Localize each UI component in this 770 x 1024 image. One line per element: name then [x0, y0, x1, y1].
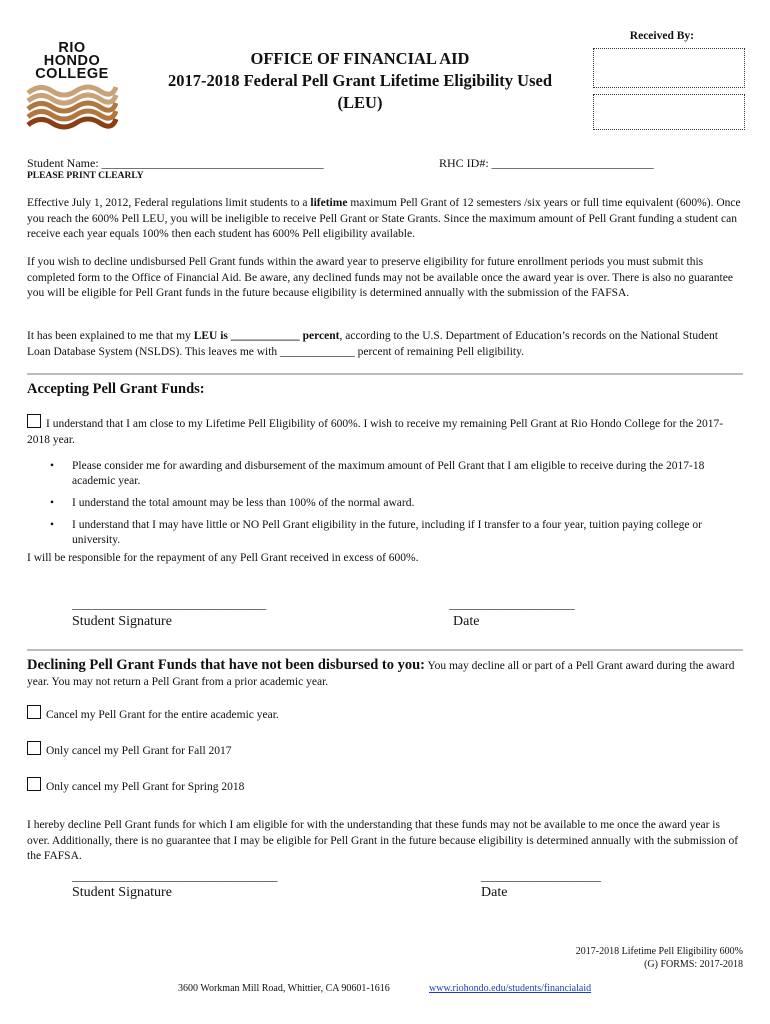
decline-date-field[interactable]: _____________________ — [481, 869, 601, 883]
logo-line-rio: RIO — [58, 40, 86, 56]
intro-paragraph-1: Effective July 1, 2012, Federal regulations limit students to a lifetime maximum Pell Grant of 12 semesters /six years or full time equivalent (600%). Once you reach the 600% Pell LEU, you will be ineligible to receive Pell Grant or State Grants. Since the maximum amount of Pell Grant funding a student can receive each year equals 100% then each student has 600% Pell eligibility available. — [27, 197, 741, 240]
rhc-id-row — [439, 156, 654, 171]
financial-aid-website-link[interactable]: www.riohondo.edu/students/financialaid — [429, 983, 592, 994]
list-item: • I understand the total amount may be less than 100% of the normal award. — [50, 497, 415, 509]
bullet-icon: • — [50, 519, 55, 531]
student-name-label: Student Name: — [27, 156, 99, 170]
accept-date-field[interactable]: ______________________ — [449, 597, 575, 611]
decline-date-label: Date — [481, 885, 508, 900]
decline-spring-checkbox[interactable] — [27, 777, 41, 791]
form-title-footer: 2017-2018 Lifetime Pell Eligibility 600% — [575, 946, 743, 957]
title-leu: (LEU) — [337, 93, 383, 112]
declining-heading: Declining Pell Grant Funds that have not been disbursed to you: — [27, 657, 425, 673]
section-divider-1 — [27, 373, 743, 375]
form-title — [130, 48, 590, 114]
repayment-statement: I will be responsible for the repayment of any Pell Grant received in excess of 600%. — [27, 552, 419, 564]
rhc-id-field[interactable]: ___________________________ — [491, 156, 654, 170]
decline-entire-year-checkbox[interactable] — [27, 705, 41, 719]
logo-line-college: COLLEGE — [35, 66, 109, 82]
accept-conditions-list — [50, 459, 740, 555]
list-item: • Please consider me for awarding and disbursement of the maximum amount of Pell Grant that I am eligible to receive during the 2017-18 academic year. — [50, 460, 705, 487]
bullet-icon: • — [50, 497, 55, 509]
student-name-field[interactable]: _____________________________________ — [101, 156, 324, 170]
received-by-box-2[interactable] — [593, 94, 745, 130]
college-logo — [26, 42, 118, 136]
received-by-box-1[interactable] — [593, 48, 745, 88]
accept-date-label: Date — [453, 614, 480, 629]
form-code: (G) FORMS: 2017-2018 — [644, 959, 743, 970]
decline-statement: I hereby decline Pell Grant funds for which I am eligible for with the understanding that these funds may not be available to me once the award year is over. Additionally, there is no guarantee that I may be eligible for Pell Grant in the future because eligibility is determined annually with the submission of the FAFSA. — [27, 819, 739, 862]
intro-paragraph-3: It has been explained to me that my LEU is ____________ percent, according to the U.S. Department of Education’s records on the National Student Loan Database System (NSLDS). This leaves me with _____________ percent of remaining Pell eligibility. — [27, 330, 718, 358]
decline-option-row: Cancel my Pell Grant for the entire academic year. — [27, 705, 279, 724]
decline-signature-field[interactable]: ____________________________________ — [72, 869, 278, 883]
decline-option-row: Only cancel my Pell Grant for Spring 2018 — [27, 777, 244, 796]
logo-line-hondo: HONDO — [43, 53, 101, 69]
student-name-row — [27, 156, 324, 171]
declining-heading-rest: You may decline all or part of a Pell Grant award during the award year. You may not return a Pell Grant from a prior academic year. — [27, 660, 735, 688]
title-office: OFFICE OF FINANCIAL AID — [250, 49, 470, 68]
decline-option-row: Only cancel my Pell Grant for Fall 2017 — [27, 741, 232, 760]
decline-fall-checkbox[interactable] — [27, 741, 41, 755]
section-divider-2 — [27, 649, 743, 651]
rhc-id-label: RHC ID#: — [439, 156, 489, 170]
intro-paragraph-2: If you wish to decline undisbursed Pell Grant funds within the award year to preserve eligibility for future enrollment periods you must submit this completed form to the Office of Financial Aid. Be aware, any declined funds may not be available once the award year is over. There is also no guarantee you will be eligible for Pell Grant funds in the future because eligibility is determined annually with the submission of the FAFSA. — [27, 256, 733, 299]
logo-waves-icon — [26, 81, 118, 131]
college-address: 3600 Workman Mill Road, Whittier, CA 90601-1616 — [178, 983, 390, 994]
accept-signature-label: Student Signature — [72, 614, 172, 629]
leu-percent-field[interactable]: LEU is ____________ percent — [193, 330, 340, 342]
received-by-label: Received By: — [629, 30, 694, 42]
accept-checkbox[interactable] — [27, 414, 41, 428]
accept-checkbox-row — [27, 414, 743, 448]
accept-signature-field[interactable]: __________________________________ — [72, 597, 266, 611]
lifetime-emphasis: lifetime — [310, 197, 348, 209]
accept-checkbox-text: I understand that I am close to my Lifetime Pell Eligibility of 600%. I wish to receive my remaining Pell Grant at Rio Hondo College for the 2017-2018 year. — [27, 418, 724, 446]
title-form-name: 2017-2018 Federal Pell Grant Lifetime Eligibility Used — [167, 71, 553, 90]
accepting-heading: Accepting Pell Grant Funds: — [27, 381, 205, 397]
print-clearly-note: PLEASE PRINT CLEARLY — [27, 171, 144, 181]
decline-signature-label: Student Signature — [72, 885, 172, 900]
form-identifier — [520, 945, 743, 971]
declining-section-intro — [27, 658, 743, 690]
bullet-icon: • — [50, 460, 55, 472]
list-item: • I understand that I may have little or NO Pell Grant eligibility in the future, including if I transfer to a four year, tuition paying college or university. — [50, 519, 702, 546]
